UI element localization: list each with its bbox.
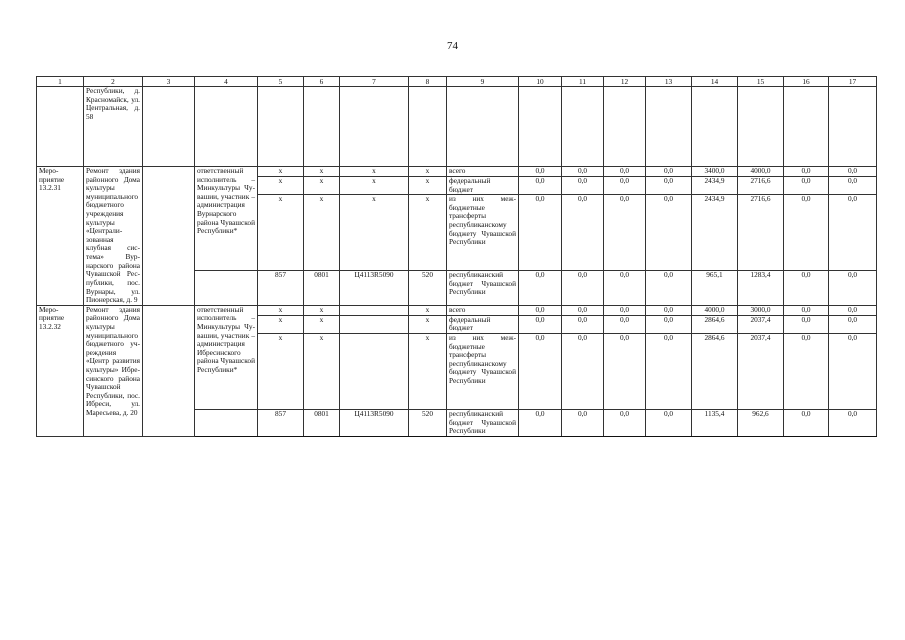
year-value-cell: 0,0 xyxy=(784,271,829,306)
year-value-cell: 2716,6 xyxy=(738,195,784,271)
year-value-cell: 965,1 xyxy=(692,271,738,306)
year-value-cell: 0,0 xyxy=(829,167,877,177)
column-number-header: 10 xyxy=(519,77,562,87)
year-value-cell: 0,0 xyxy=(646,177,692,195)
empty-cell xyxy=(195,87,258,167)
year-value-cell: 2864,6 xyxy=(692,333,738,409)
funding-source: из них межбюджетные трансферты республиканскому бюджету Чувашской Республики xyxy=(447,333,519,409)
target-article-code: x xyxy=(340,177,409,195)
empty-cell xyxy=(692,87,738,167)
year-value-cell: 0,0 xyxy=(519,195,562,271)
year-value-cell: 0,0 xyxy=(646,195,692,271)
grbs-code: x xyxy=(258,315,304,333)
year-value-cell: 2434,9 xyxy=(692,177,738,195)
target-article-code: x xyxy=(340,195,409,271)
year-value-cell: 0,0 xyxy=(829,315,877,333)
measure-name-cell: Республики, д. Красномайск, ул. Центральная, д. 58 xyxy=(84,87,143,167)
year-value-cell: 0,0 xyxy=(829,409,877,436)
column-number-header: 3 xyxy=(143,77,195,87)
column-number-row xyxy=(37,77,877,87)
year-value-cell: 0,0 xyxy=(562,333,604,409)
section-code: x xyxy=(304,333,340,409)
column-number-header: 14 xyxy=(692,77,738,87)
year-value-cell: 2037,4 xyxy=(738,315,784,333)
year-value-cell: 4000,0 xyxy=(692,305,738,315)
year-value-cell: 2716,6 xyxy=(738,177,784,195)
funding-source: всего xyxy=(447,167,519,177)
section-code: x xyxy=(304,177,340,195)
measure-id: Мероприятие 13.2.31 xyxy=(37,167,84,306)
empty-cell xyxy=(447,87,519,167)
measure-name: Ремонт здания районного Дома культуры муниципального бюджетного учреждения «Центр развития культуры» Ибресинского района Чувашской Республики, пос. Ибреси, ул. Маресьева, д. 20 xyxy=(84,305,143,436)
year-value-cell: 3000,0 xyxy=(738,305,784,315)
column-number-header: 4 xyxy=(195,77,258,87)
continued-row xyxy=(37,87,877,167)
funding-source: республиканский бюджет Чувашской Республики xyxy=(447,271,519,306)
section-code: x xyxy=(304,167,340,177)
empty-cell xyxy=(562,87,604,167)
column-number-header: 16 xyxy=(784,77,829,87)
target-article-code: x xyxy=(340,167,409,177)
expense-type-code: x xyxy=(409,195,447,271)
expense-type-code: x xyxy=(409,177,447,195)
expense-type-code: x xyxy=(409,315,447,333)
empty-cell xyxy=(304,87,340,167)
year-value-cell: 0,0 xyxy=(646,409,692,436)
expense-type-code: x xyxy=(409,333,447,409)
year-value-cell: 0,0 xyxy=(646,333,692,409)
year-value-cell: 0,0 xyxy=(562,195,604,271)
year-value-cell: 1283,4 xyxy=(738,271,784,306)
column-number-header: 9 xyxy=(447,77,519,87)
column-number-header: 11 xyxy=(562,77,604,87)
grbs-code: x xyxy=(258,167,304,177)
funding-source: всего xyxy=(447,305,519,315)
year-value-cell: 0,0 xyxy=(784,177,829,195)
year-value-cell: 0,0 xyxy=(829,195,877,271)
year-value-cell: 2864,6 xyxy=(692,315,738,333)
year-value-cell: 0,0 xyxy=(562,177,604,195)
grbs-code: x xyxy=(258,305,304,315)
grbs-code: 857 xyxy=(258,271,304,306)
year-value-cell: 0,0 xyxy=(784,333,829,409)
expense-type-code: x xyxy=(409,167,447,177)
budget-table xyxy=(36,76,877,437)
year-value-cell: 0,0 xyxy=(829,305,877,315)
table-row xyxy=(37,305,877,315)
table-row xyxy=(37,167,877,177)
year-value-cell: 2037,4 xyxy=(738,333,784,409)
year-value-cell: 0,0 xyxy=(604,305,646,315)
responsible-executor: ответственный исполнитель – Минкультуры Чувашии, участник – администрация Вурнарского района Чувашской Республики* xyxy=(195,167,258,271)
year-value-cell: 0,0 xyxy=(519,333,562,409)
year-value-cell: 0,0 xyxy=(562,305,604,315)
column-number-header: 1 xyxy=(37,77,84,87)
year-value-cell: 0,0 xyxy=(562,315,604,333)
section-code: 0801 xyxy=(304,271,340,306)
empty-cell xyxy=(519,87,562,167)
empty-cell xyxy=(195,409,258,436)
empty-cell xyxy=(829,87,877,167)
target-article-code xyxy=(340,315,409,333)
year-value-cell: 4000,0 xyxy=(738,167,784,177)
page-number: 74 xyxy=(447,40,458,52)
measure-id: Мероприятие 13.2.32 xyxy=(37,305,84,436)
funding-source: из них межбюджетные трансферты республиканскому бюджету Чувашской Республики xyxy=(447,195,519,271)
year-value-cell: 0,0 xyxy=(784,167,829,177)
column-number-header: 7 xyxy=(340,77,409,87)
year-value-cell: 0,0 xyxy=(604,167,646,177)
empty-cell xyxy=(143,167,195,306)
year-value-cell: 0,0 xyxy=(519,167,562,177)
grbs-code: x xyxy=(258,333,304,409)
empty-cell xyxy=(646,87,692,167)
section-code: x xyxy=(304,195,340,271)
year-value-cell: 0,0 xyxy=(604,195,646,271)
funding-source: федеральный бюджет xyxy=(447,177,519,195)
measure-id-cell xyxy=(37,87,84,167)
column-number-header: 15 xyxy=(738,77,784,87)
year-value-cell: 0,0 xyxy=(784,195,829,271)
year-value-cell: 1135,4 xyxy=(692,409,738,436)
year-value-cell: 0,0 xyxy=(829,271,877,306)
section-code: x xyxy=(304,305,340,315)
year-value-cell: 0,0 xyxy=(646,271,692,306)
grbs-code: x xyxy=(258,177,304,195)
expense-type-code: 520 xyxy=(409,271,447,306)
target-article-code xyxy=(340,305,409,315)
measure-name: Ремонт здания районного Дома культуры муниципального бюджетного учреждения культуры «Централизованная клубная система» Вурнарского района Чувашской Республики, пос. Вурнары, ул. Пионерская, д. 9 xyxy=(84,167,143,306)
grbs-code: 857 xyxy=(258,409,304,436)
funding-source: федеральный бюджет xyxy=(447,315,519,333)
column-number-header: 2 xyxy=(84,77,143,87)
target-article-code xyxy=(340,333,409,409)
column-number-header: 5 xyxy=(258,77,304,87)
year-value-cell: 0,0 xyxy=(646,315,692,333)
year-value-cell: 2434,9 xyxy=(692,195,738,271)
funding-source: республиканский бюджет Чувашской Республики xyxy=(447,409,519,436)
year-value-cell: 0,0 xyxy=(604,271,646,306)
target-article-code: Ц4113R5090 xyxy=(340,271,409,306)
empty-cell xyxy=(784,87,829,167)
year-value-cell: 962,6 xyxy=(738,409,784,436)
year-value-cell: 0,0 xyxy=(784,305,829,315)
year-value-cell: 0,0 xyxy=(784,315,829,333)
year-value-cell: 0,0 xyxy=(519,409,562,436)
column-number-header: 12 xyxy=(604,77,646,87)
column-number-header: 6 xyxy=(304,77,340,87)
empty-cell xyxy=(258,87,304,167)
empty-cell xyxy=(604,87,646,167)
year-value-cell: 0,0 xyxy=(604,333,646,409)
year-value-cell: 0,0 xyxy=(562,409,604,436)
empty-cell xyxy=(409,87,447,167)
empty-cell xyxy=(195,271,258,306)
empty-cell xyxy=(143,305,195,436)
section-code: x xyxy=(304,315,340,333)
year-value-cell: 0,0 xyxy=(519,305,562,315)
year-value-cell: 0,0 xyxy=(562,167,604,177)
expense-type-code: x xyxy=(409,305,447,315)
year-value-cell: 0,0 xyxy=(646,167,692,177)
empty-cell xyxy=(143,87,195,167)
year-value-cell: 0,0 xyxy=(519,271,562,306)
year-value-cell: 0,0 xyxy=(604,177,646,195)
column-number-header: 13 xyxy=(646,77,692,87)
year-value-cell: 0,0 xyxy=(829,333,877,409)
year-value-cell: 0,0 xyxy=(519,177,562,195)
year-value-cell: 0,0 xyxy=(784,409,829,436)
responsible-executor: ответственный исполнитель – Минкультуры Чувашии, участник – администрация Ибресинского района Чувашской Республики* xyxy=(195,305,258,409)
year-value-cell: 0,0 xyxy=(604,409,646,436)
year-value-cell: 0,0 xyxy=(604,315,646,333)
empty-cell xyxy=(738,87,784,167)
column-number-header: 17 xyxy=(829,77,877,87)
column-number-header: 8 xyxy=(409,77,447,87)
year-value-cell: 0,0 xyxy=(646,305,692,315)
grbs-code: x xyxy=(258,195,304,271)
year-value-cell: 0,0 xyxy=(562,271,604,306)
year-value-cell: 0,0 xyxy=(829,177,877,195)
section-code: 0801 xyxy=(304,409,340,436)
expense-type-code: 520 xyxy=(409,409,447,436)
year-value-cell: 0,0 xyxy=(519,315,562,333)
target-article-code: Ц4113R5090 xyxy=(340,409,409,436)
empty-cell xyxy=(340,87,409,167)
year-value-cell: 3400,0 xyxy=(692,167,738,177)
